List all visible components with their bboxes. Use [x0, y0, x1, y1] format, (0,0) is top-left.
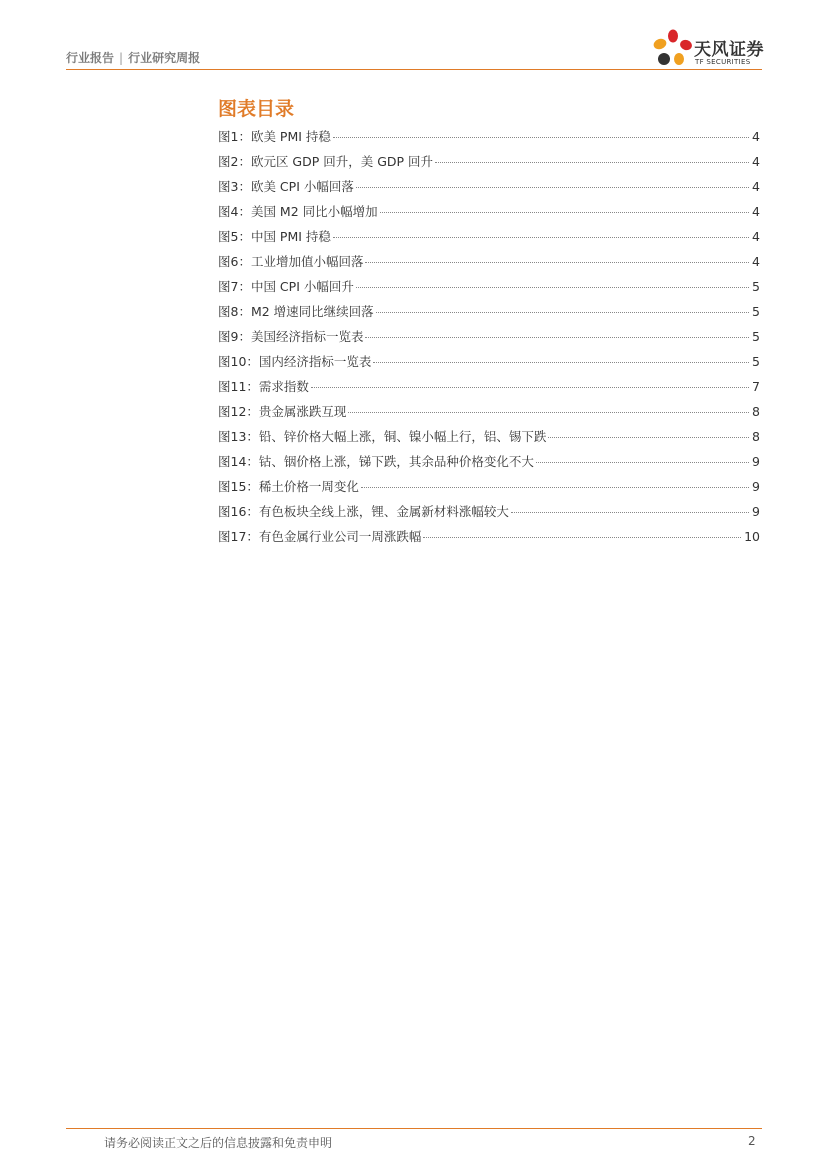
toc-entry-page: 8: [752, 404, 760, 419]
toc-dot-leader: [365, 337, 749, 338]
toc-dot-leader: [548, 437, 749, 438]
report-type-label: 行业报告: [66, 51, 115, 65]
toc-entry-page: 5: [752, 304, 760, 319]
toc-entry-label: 图12：贵金属涨跌互现: [218, 404, 347, 419]
toc-entry-label: 图2：欧元区 GDP 回升，美 GDP 回升: [218, 154, 434, 169]
toc-entry-page: 9: [752, 504, 760, 519]
toc-entry[interactable]: [218, 227, 760, 252]
footer-divider: [66, 1128, 762, 1129]
toc-dot-leader: [511, 512, 749, 513]
toc-entry[interactable]: [218, 152, 760, 177]
toc-dot-leader: [361, 487, 749, 488]
toc-dot-leader: [423, 537, 741, 538]
toc-entry-page: 4: [752, 154, 760, 169]
toc-dot-leader: [356, 287, 749, 288]
tf-securities-logo: [651, 28, 767, 72]
toc-entry-page: 4: [752, 204, 760, 219]
toc-entry[interactable]: [218, 277, 760, 302]
toc-entry-page: 7: [752, 379, 760, 394]
toc-entry-label: 图5：中国 PMI 持稳: [218, 229, 331, 244]
header-separator: |: [119, 51, 124, 65]
toc-entry-label: 图3：欧美 CPI 小幅回落: [218, 179, 354, 194]
toc-entry-label: 图1：欧美 PMI 持稳: [218, 129, 331, 144]
toc-entry-page: 4: [752, 254, 760, 269]
logo-name-cn: 天风证券: [694, 40, 764, 60]
toc-entry[interactable]: [218, 452, 760, 477]
toc-dot-leader: [333, 137, 749, 138]
toc-entry-page: 8: [752, 429, 760, 444]
report-header-category: [66, 49, 200, 66]
toc-dot-leader: [376, 312, 749, 313]
toc-entry-label: 图6：工业增加值小幅回落: [218, 254, 364, 269]
toc-entry[interactable]: [218, 127, 760, 152]
toc-dot-leader: [311, 387, 749, 388]
toc-entry-label: 图16：有色板块全线上涨，锂、金属新材料涨幅较大: [218, 504, 509, 519]
toc-entry[interactable]: [218, 177, 760, 202]
toc-dot-leader: [536, 462, 749, 463]
toc-entry-label: 图4：美国 M2 同比小幅增加: [218, 204, 378, 219]
toc-entry-page: 4: [752, 229, 760, 244]
toc-entry-label: 图11：需求指数: [218, 379, 309, 394]
toc-entry-page: 5: [752, 354, 760, 369]
logo-name-en: TF SECURITIES: [695, 58, 751, 66]
toc-entry[interactable]: [218, 427, 760, 452]
toc-entry-page: 4: [752, 179, 760, 194]
toc-entry[interactable]: [218, 477, 760, 502]
toc-entry[interactable]: [218, 402, 760, 427]
toc-entry-label: 图9：美国经济指标一览表: [218, 329, 364, 344]
toc-dot-leader: [373, 362, 749, 363]
figure-toc-list: [218, 127, 760, 552]
logo-flower-icon: [651, 28, 695, 72]
toc-entry[interactable]: [218, 527, 760, 552]
toc-entry-label: 图14：钴、铟价格上涨，锑下跌，其余品种价格变化不大: [218, 454, 534, 469]
toc-entry[interactable]: [218, 352, 760, 377]
toc-entry[interactable]: [218, 302, 760, 327]
toc-entry[interactable]: [218, 377, 760, 402]
report-subtype-label: 行业研究周报: [128, 51, 201, 65]
toc-entry[interactable]: [218, 502, 760, 527]
toc-entry-label: 图7：中国 CPI 小幅回升: [218, 279, 354, 294]
footer-disclaimer: 请务必阅读正文之后的信息披露和免责申明: [104, 1136, 333, 1150]
toc-entry-page: 9: [752, 479, 760, 494]
toc-entry[interactable]: [218, 252, 760, 277]
toc-entry[interactable]: [218, 202, 760, 227]
toc-entry-page: 9: [752, 454, 760, 469]
toc-entry-page: 4: [752, 129, 760, 144]
footer-page-number: 2: [748, 1134, 756, 1148]
toc-dot-leader: [348, 412, 749, 413]
toc-dot-leader: [380, 212, 749, 213]
toc-entry-label: 图13：铅、锌价格大幅上涨，铜、镍小幅上行，铝、锡下跌: [218, 429, 547, 444]
toc-entry-label: 图15：稀土价格一周变化: [218, 479, 359, 494]
toc-dot-leader: [333, 237, 749, 238]
toc-dot-leader: [365, 262, 749, 263]
toc-entry-page: 10: [744, 529, 760, 544]
toc-entry-page: 5: [752, 329, 760, 344]
toc-title: 图表目录: [218, 98, 295, 120]
toc-entry-label: 图10：国内经济指标一览表: [218, 354, 372, 369]
toc-dot-leader: [356, 187, 749, 188]
toc-entry-label: 图8：M2 增速同比继续回落: [218, 304, 374, 319]
toc-dot-leader: [435, 162, 749, 163]
header-divider: [66, 69, 762, 70]
toc-entry[interactable]: [218, 327, 760, 352]
toc-entry-label: 图17：有色金属行业公司一周涨跌幅: [218, 529, 422, 544]
toc-entry-page: 5: [752, 279, 760, 294]
